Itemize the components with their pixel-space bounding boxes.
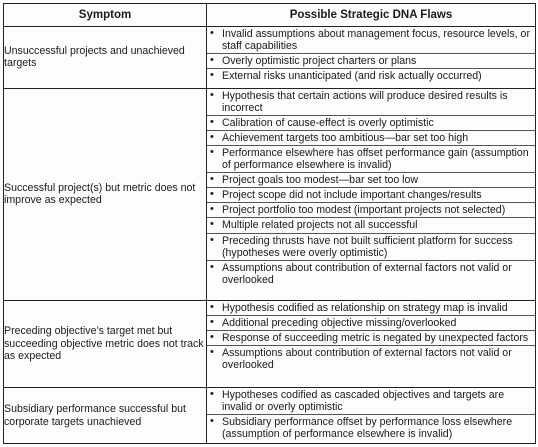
- header-row: [4, 4, 536, 27]
- flaw-item: • Project goals too modest—bar set too low: [207, 173, 535, 188]
- flaw-item: • Preceding thrusts have not built sufficient platform for success (hypotheses were overly optimistic): [207, 234, 535, 261]
- table-row: [4, 88, 536, 300]
- flaw-item: • External risks unanticipated (and risk actually occurred): [207, 69, 535, 83]
- flaws-cell: [207, 27, 536, 89]
- symptom-cell: Subsidiary performance successful but corporate targets unachieved: [4, 388, 207, 444]
- strategic-dna-flaws-table: [3, 3, 536, 444]
- table-row: [4, 27, 536, 89]
- symptom-column-header: Symptom: [4, 4, 207, 27]
- flaw-item: • Response of succeeding metric is negated by unexpected factors: [207, 331, 535, 346]
- flaw-item: • Project portfolio too modest (important projects not selected): [207, 203, 535, 218]
- flaw-item: • Hypothesis codified as relationship on strategy map is invalid: [207, 301, 535, 316]
- flaw-item: • Invalid assumptions about management focus, resource levels, or staff capabilities: [207, 27, 535, 54]
- flaw-item: • Multiple related projects not all successful: [207, 218, 535, 233]
- flaw-item: • Calibration of cause-effect is overly optimistic: [207, 116, 535, 131]
- flaw-item: • Subsidiary performance offset by performance loss elsewhere (assumption of performance elsewhere is invalid): [207, 415, 535, 441]
- flaws-cell: [207, 300, 536, 387]
- flaw-list: [207, 388, 535, 441]
- flaw-item: • Assumptions about contribution of external factors not valid or overlooked: [207, 261, 535, 287]
- flaw-item: • Hypothesis that certain actions will produce desired results is incorrect: [207, 89, 535, 116]
- symptom-cell: Preceding objective’s target met but succeeding objective metric does not track as expected: [4, 300, 207, 387]
- flaw-item: • Additional preceding objective missing/overlooked: [207, 316, 535, 331]
- flaw-list: [207, 301, 535, 372]
- symptom-cell: Unsuccessful projects and unachieved targets: [4, 27, 207, 89]
- flaw-item: • Assumptions about contribution of external factors not valid or overlooked: [207, 346, 535, 372]
- flaw-item: • Performance elsewhere has offset performance gain (assumption of performance elsewhere is invalid): [207, 146, 535, 173]
- flaws-cell: [207, 388, 536, 444]
- symptom-cell: Successful project(s) but metric does not improve as expected: [4, 88, 207, 300]
- flaw-item: • Overly optimistic project charters or plans: [207, 54, 535, 69]
- flaw-list: [207, 27, 535, 83]
- flaw-item: • Hypotheses codified as cascaded objectives and targets are invalid or overly optimistic: [207, 388, 535, 415]
- flaw-item: • Project scope did not include important changes/results: [207, 188, 535, 203]
- flaw-list: [207, 89, 535, 287]
- table-row: [4, 388, 536, 444]
- table-row: [4, 300, 536, 387]
- flaw-item: • Achievement targets too ambitious—bar set too high: [207, 131, 535, 146]
- flaws-column-header: Possible Strategic DNA Flaws: [207, 4, 536, 27]
- flaws-cell: [207, 88, 536, 300]
